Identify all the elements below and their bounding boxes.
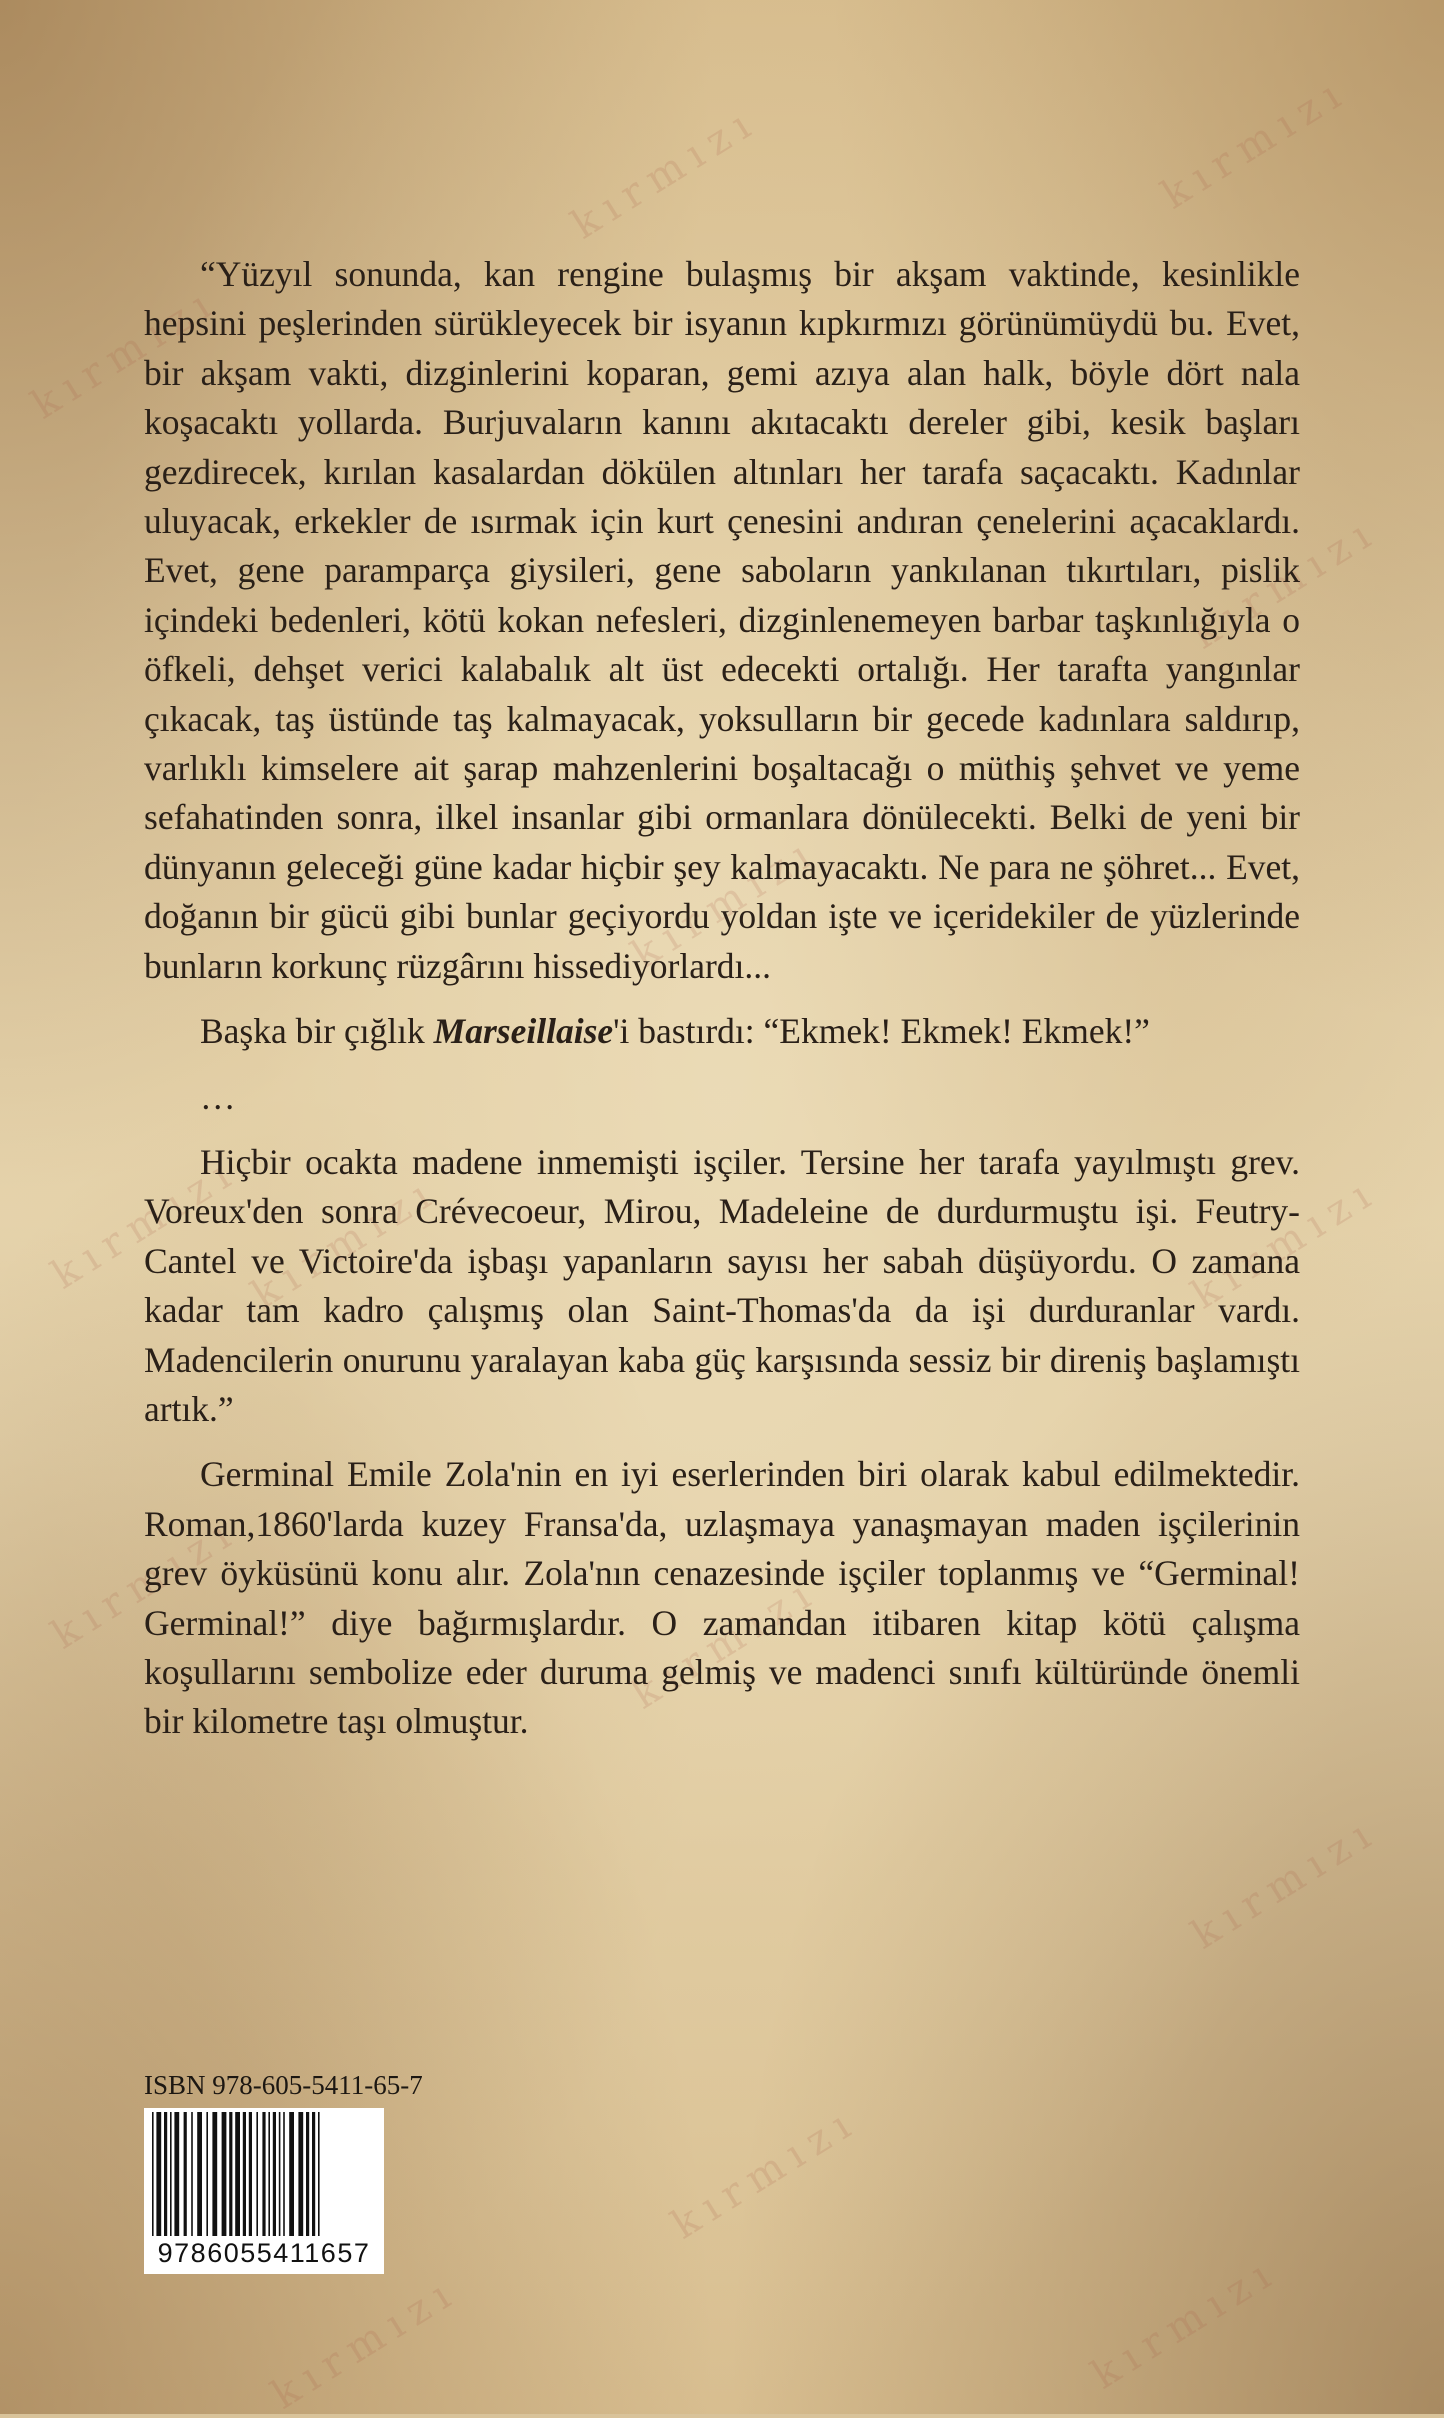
barcode-bar [229,2112,232,2236]
watermark: kırmızı [1183,1167,1387,1319]
barcode-bar [152,2112,154,2236]
watermark: kırmızı [1183,1807,1387,1959]
watermark: kırmızı [263,2267,467,2418]
watermark: kırmızı [663,2097,867,2249]
watermark: kırmızı [623,827,827,979]
watermark: kırmızı [23,277,227,429]
italic-title: Marseillaise [433,1011,614,1052]
barcode-bar [318,2112,320,2236]
section-break: … [200,1076,240,1117]
barcode-bar [174,2112,179,2236]
barcode-bar [268,2112,270,2236]
barcode-bar [298,2112,303,2236]
paragraph-text: Başka bir çığlık [200,1011,434,1052]
watermark: kırmızı [1153,67,1357,219]
isbn-label: ISBN 978-605-5411-65-7 [144,2070,423,2100]
barcode-bar [243,2112,246,2236]
barcode-bar [289,2112,294,2236]
barcode-bar [191,2112,193,2236]
watermark: kırmızı [1083,2247,1287,2399]
barcode-bar [279,2112,281,2236]
watermark: kırmızı [623,1567,827,1719]
strike-paragraph: Hiçbir ocakta madene inmemişti işçiler. Tersine her tarafa yayılmıştı grev. Voreux'den sonra Crévecoeur, Mirou, Madeleine de durdurmuştu işi. Feutry-Cantel ve Victoire'da işbaşı yapanların sayısı her sabah düşüyordu. O zamana kadar tam kadro çalışmış olan Saint-Thomas'da da işi durduranlar vardı. Madencilerin onurunu yaralayan kaba güç karşısında sessiz bir direniş başlamıştı artık.” [144,1141,1300,1429]
watermark: kırmızı [43,1147,247,1299]
barcode-bar [249,2112,252,2236]
barcode-digits: 9786055411657 [148,2238,380,2269]
marseillaise-paragraph [144,1007,1300,1056]
summary-paragraph: Germinal Emile Zola'nin en iyi eserlerinden biri olarak kabul edilmektedir. Roman,1860'larda kuzey Fransa'da, uzlaşmaya yanaşmayan maden işçilerinin grev öyküsünü konu alır. Zola'nın cenazesinde işçiler toplanmış ve “Germinal! Germinal!” diye bağırmışlardır. O zamandan itibaren kitap kötü çalışma koşullarını sembolize eder duruma gelmiş ve madenci sınıfı kültüründe önemli bir kilometre taşı olmuştur. [144,1454,1300,1742]
barcode-bar [156,2112,161,2236]
barcode-bar [283,2112,285,2236]
paragraph-text: 'i bastırdı: “Ekmek! Ekmek! Ekmek!” [613,1011,1150,1052]
barcode-bar [256,2112,258,2236]
barcode-bar [184,2112,187,2236]
barcode-bars [144,2108,384,2238]
watermark: kırmızı [43,1507,247,1659]
back-cover-text [144,250,1300,1747]
watermark: kırmızı [1183,507,1387,659]
barcode-bar [273,2112,276,2236]
quote-paragraph: “Yüzyıl sonunda, kan rengine bulaşmış bir akşam vaktinde, kesinlikle hepsini peşlerinden sürükleyecek bir isyanın kıpkırmızı görünümüydü bu. Evet, bir akşam vakti, dizginlerini koparan, gemi azıya alan halk, böyle dört nala koşacaktı yollarda. Burjuvaların kanını akıtacaktı dereler gibi, kesik başları gezdirecek, kırılan kasalardan dökülen altınları her tarafa saçacaktı. Kadınlar uluyacak, erkekler de ısırmak için kurt çenesini andıran çenelerini açacaklardı. Evet, gene paramparça giysileri, gene saboların yankılanan tıkırtıları, pislik içindeki bedenleri, kötü kokan nefesleri, dizginlenemeyen barbar taşkınlığıyla o öfkeli, dehşet verici kalabalık alt üst edecekti ortalığı. Her tarafta yangınlar çıkacak, taş üstünde taş kalmayacak, yoksulların bir gecede kadınlara saldırıp, varlıklı kimselere ait şarap mahzenlerini boşaltacağı o müthiş şehvet ve yeme sefahatinden sonra, ilkel insanlar gibi ormanlara dönülecekti. Belki de yeni bir dünyanın geleceği güne kadar hiçbir şey kalmayacaktı. Ne para ne şöhret... Evet, doğanın bir gücü gibi bunlar geçiyordu yoldan işte ve içeridekiler de yüzlerinde bunların korkunç rüzgârını hissediyorlardı... [144,254,1300,986]
barcode-bar [235,2112,240,2236]
watermark: kırmızı [563,97,767,249]
barcode-bar [222,2112,227,2236]
barcode-bar [170,2112,172,2236]
barcode-bar [206,2112,208,2236]
barcode-bar [212,2112,217,2236]
barcode-bar [197,2112,202,2236]
barcode-bar [312,2112,315,2236]
barcode-bar [306,2112,309,2236]
barcode-bar [164,2112,167,2236]
barcode-bar [262,2112,265,2236]
watermark: kırmızı [243,1167,447,1319]
